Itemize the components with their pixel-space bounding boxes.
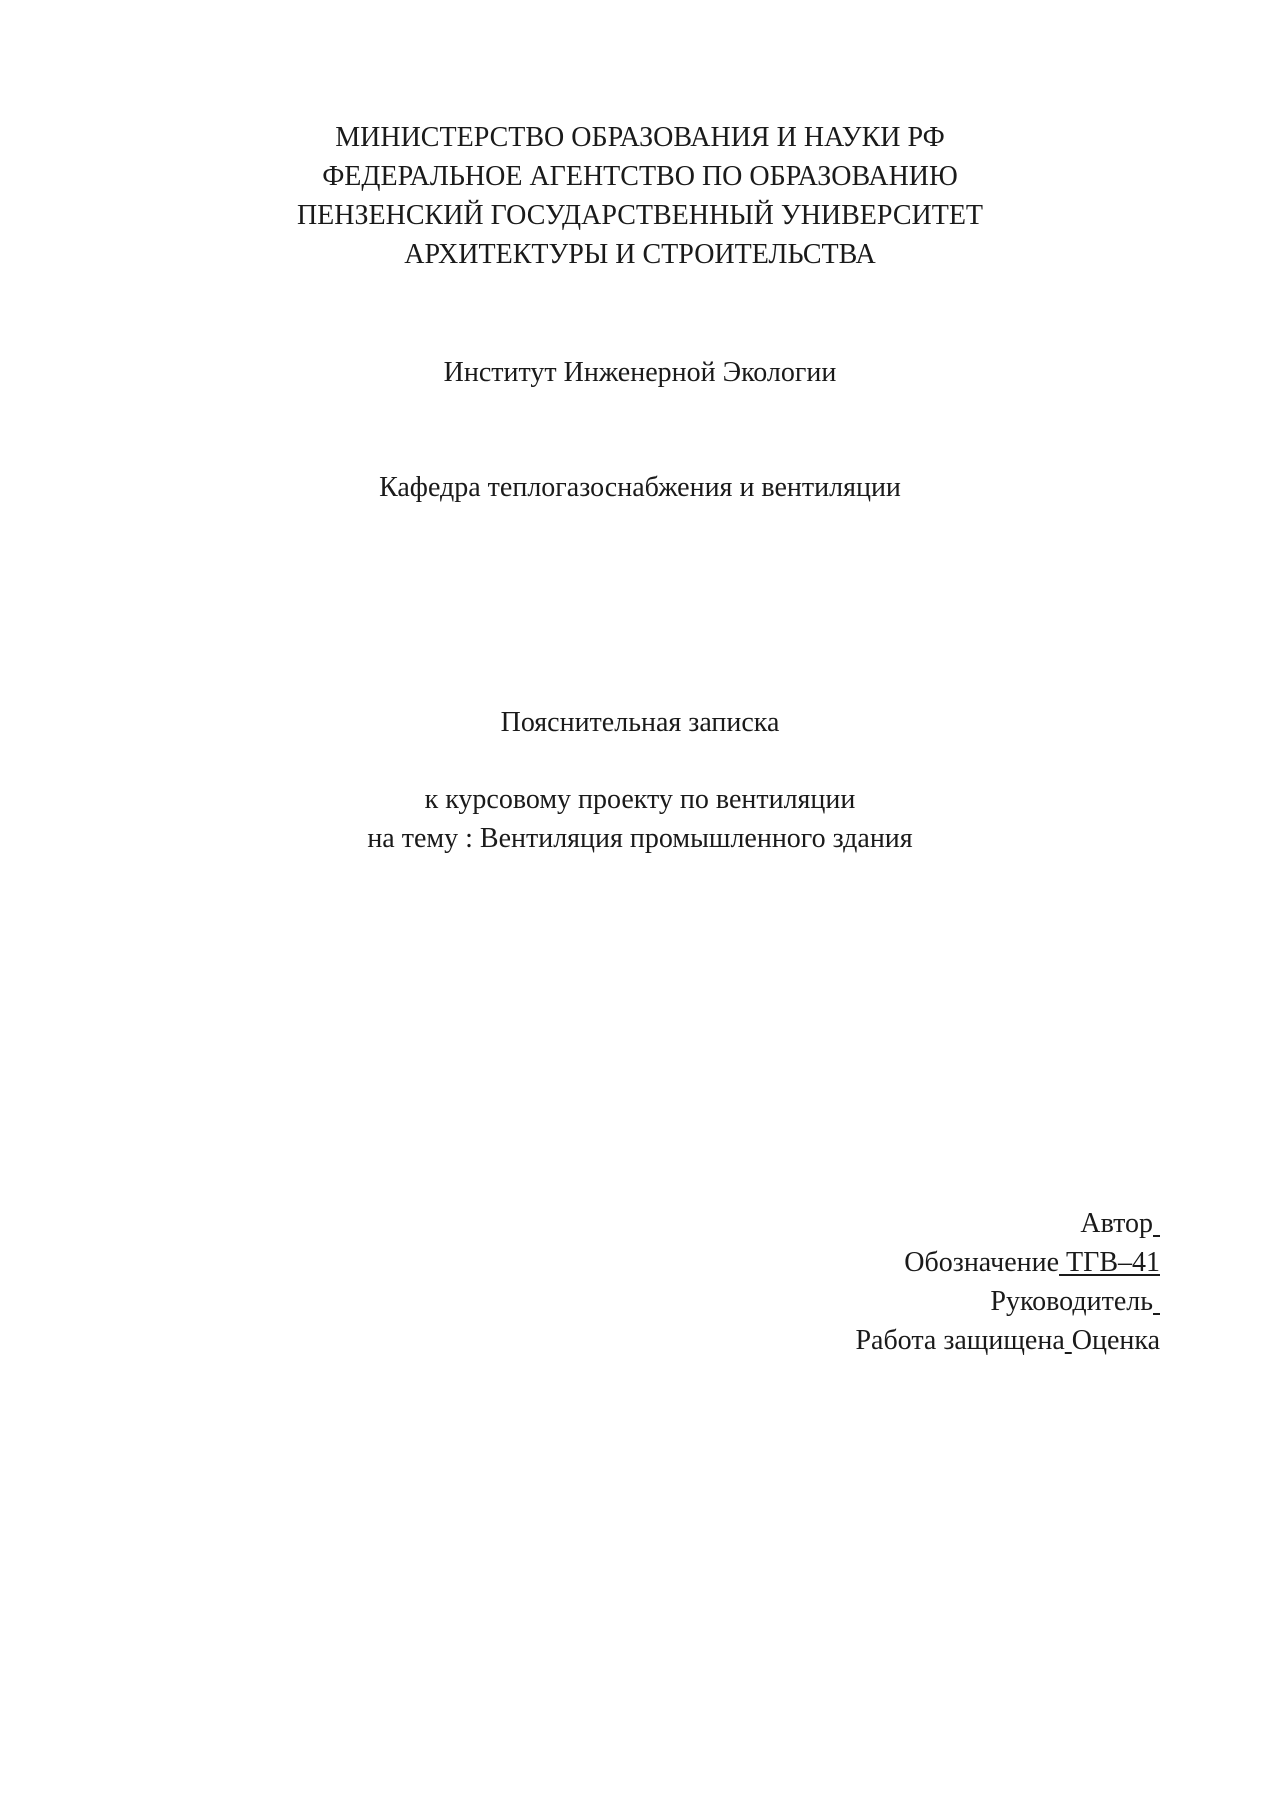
- author-field: [1153, 1208, 1160, 1239]
- supervisor-line: [855, 1282, 1160, 1321]
- grade-label: Оценка: [1071, 1325, 1160, 1356]
- header-line-agency: ФЕДЕРАЛЬНОЕ АГЕНТСТВО ПО ОБРАЗОВАНИЮ: [322, 161, 958, 192]
- signature-block: [855, 1204, 1160, 1360]
- header-line-ministry: МИНИСТЕРСТВО ОБРАЗОВАНИЯ И НАУКИ РФ: [335, 122, 945, 153]
- designation-label: Обозначение: [904, 1247, 1060, 1278]
- author-label: Автор: [1080, 1208, 1153, 1239]
- supervisor-label: Руководитель: [990, 1286, 1153, 1317]
- header-line-university: ПЕНЗЕНСКИЙ ГОСУДАРСТВЕННЫЙ УНИВЕРСИТЕТ: [296, 200, 984, 231]
- document-title: Пояснительная записка: [500, 707, 780, 738]
- project-description: [0, 780, 1280, 858]
- supervisor-field: [1153, 1286, 1160, 1317]
- author-line: [855, 1204, 1160, 1243]
- project-line-topic: на тему : Вентиляция промышленного здания: [367, 823, 913, 854]
- designation-field: ТГВ–41: [1059, 1247, 1160, 1278]
- designation-line: [855, 1243, 1160, 1282]
- defended-field: [1065, 1325, 1072, 1356]
- defended-label: Работа защищена: [855, 1325, 1065, 1356]
- defense-line: [855, 1321, 1160, 1360]
- header-line-university-cont: АРХИТЕКТУРЫ И СТРОИТЕЛЬСТВА: [404, 239, 876, 270]
- department-name: Кафедра теплогазоснабжения и вентиляции: [379, 472, 901, 503]
- ministry-header: [0, 118, 1280, 274]
- project-line-course: к курсовому проекту по вентиляции: [424, 784, 856, 815]
- institute-name: Институт Инженерной Экологии: [443, 357, 837, 388]
